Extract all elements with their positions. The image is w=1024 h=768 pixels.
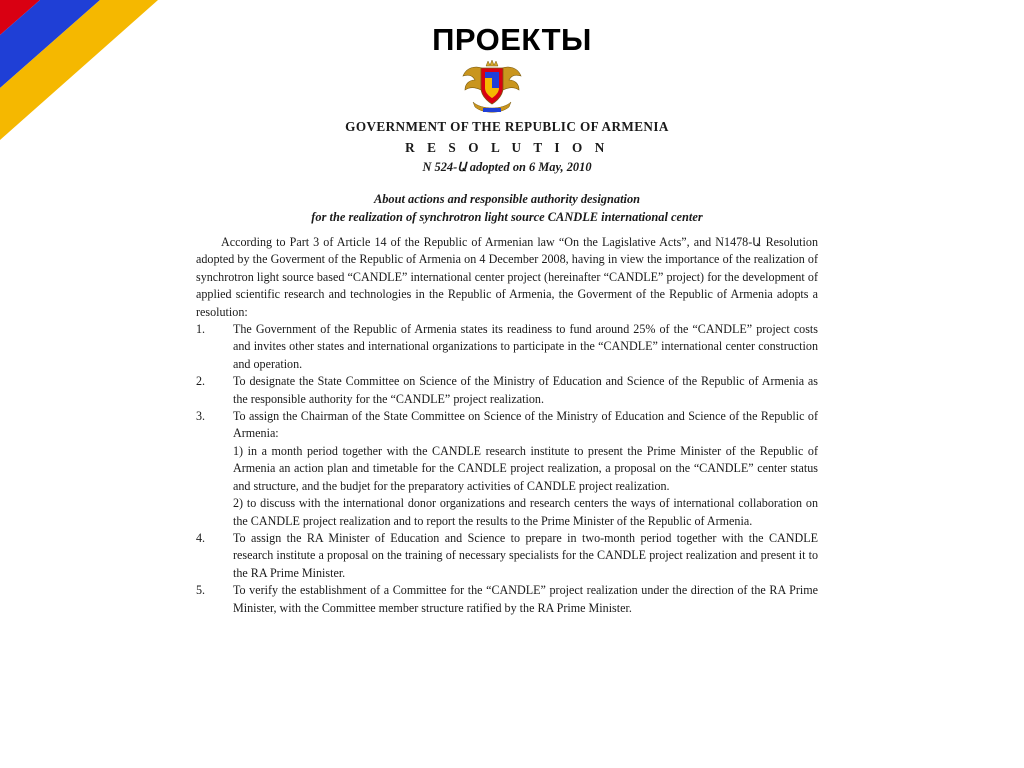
slide-title: ПРОЕКТЫ <box>432 22 592 57</box>
subject-line-1: About actions and responsible authority designation <box>373 192 641 206</box>
sub-item: 2) to discuss with the international donor organizations and research centers the ways of international collaboration on the CANDLE project realization and to report the results to the Prime Minister of the Republic of Armenia. <box>233 496 818 528</box>
document-preamble: According to Part 3 of Article 14 of the Republic of Armenian law “On the Lagislative Acts”, and N1478-Ա Resolution adopted by the Goverment of the Republic of Armenia on 4 December 2008, having in view the importance of the realization of synchrotron light source based “CANDLE” international center project (hereinafter “CANDLE” project) for the development of applied scientific research and technologies in the Republic of Armenia, the Goverment of the Republic of Armenia adopts a resolution: <box>196 235 818 319</box>
list-item <box>196 321 818 373</box>
armenian-flag-stripes <box>0 0 160 140</box>
list-item-text: To verify the establishment of a Committee for the “CANDLE” project realization under the direction of the RA Prime Minister, with the Committee member structure ratified by the RA Prime Minister. <box>233 583 818 615</box>
list-item-text: To designate the State Committee on Science of the Ministry of Education and Science of the Republic of Armenia as the responsible authority for the “CANDLE” project realization. <box>233 374 818 406</box>
list-item <box>196 582 818 617</box>
document-subject <box>196 191 818 226</box>
list-item-text: The Government of the Republic of Armenia states its readiness to fund around 25% of the “CANDLE” project costs and invites other states and international organizations to participate in the “CANDLE” international center construction and operation. <box>233 322 818 371</box>
list-item <box>196 530 818 582</box>
list-item-number: 3. <box>196 409 206 424</box>
document-type-heading: R E S O L U T I O N <box>405 140 609 155</box>
resolution-document <box>196 118 818 617</box>
subject-line-2: for the realization of synchrotron light source CANDLE international center <box>311 209 703 224</box>
list-item-number: 4. <box>196 530 206 545</box>
list-item <box>196 408 818 443</box>
list-item-text: To assign the RA Minister of Education and Science to prepare in two-month period together with the CANDLE research institute a proposal on the training of necessary specialists for the CANDLE project realization and present it to the RA Prime Minister. <box>233 530 818 580</box>
sub-item: 1) in a month period together with the CANDLE research institute to present the Prime Minister of the Republic of Armenia an action plan and timetable for the CANDLE project realization, a proposal on the “CANDLE” center status and structure, and the budjet for the preparatory activities of CANDLE project realization. <box>233 443 818 493</box>
armenian-coat-of-arms-icon <box>459 58 525 116</box>
list-item-number: 1. <box>196 322 206 337</box>
list-item-text: To assign the Chairman of the State Committee on Science of the Ministry of Education and Science of the Republic of Armenia: <box>233 409 818 441</box>
list-item-number: 5. <box>196 583 206 598</box>
document-government-heading: GOVERNMENT OF THE REPUBLIC OF ARMENIA <box>345 119 669 134</box>
list-item <box>196 373 818 408</box>
list-item-number: 2. <box>196 374 206 389</box>
document-number-line: N 524-Ա adopted on 6 May, 2010 <box>422 160 592 174</box>
